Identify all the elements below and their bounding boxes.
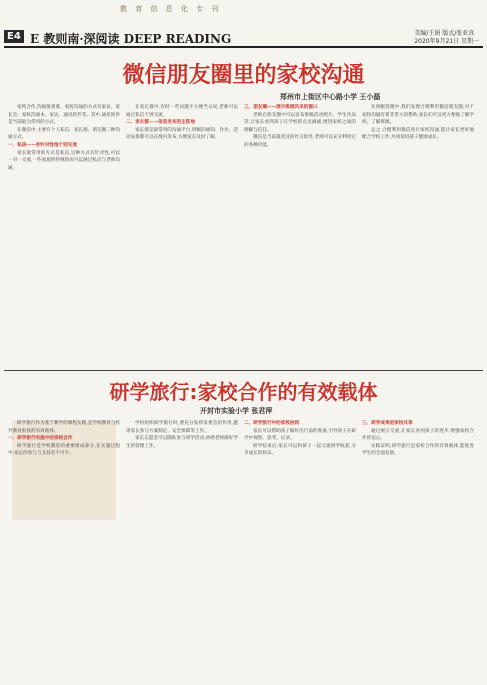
article1-byline: 郑州市上街区中心路小学 王小磊 [280,93,381,101]
article1-paragraph: 在班级管理中,我们发现合理利用微信朋友圈,对于家校沟通有着非常大的帮助,家长们可以更方便地了解学校、了解班级。 [362,105,474,126]
article1-headline: 微信朋友圈里的家校沟通 [122,63,365,88]
article1-paragraph: 家长群是最常用的沟通平台,班级的通知、作业、活动安排都可以在群内发布,方便家长及时了解。 [126,127,238,141]
masthead [0,0,487,46]
article1-paragraph: 家校合作,沟通很重要。家校沟通的方式有家访、家长会、家校沟通本、家访、通讯软件等。其中,通讯软件是当前最为常用的方式。 [8,105,120,126]
article2-paragraph: 家长可以帮助孩子做好出行前的准备,引导孩子在研学中观察、思考、记录。 [244,428,356,442]
article2-paragraph: 研学旅行作为基于教学的课程实践,是学校教育与校外教育衔接的有效载体。 [8,421,120,434]
article1-paragraph: 二、家长群——信息发布的主阵地 [126,120,195,126]
article2-paragraph: 研学结束后,家长可以和孩子一起交流研学收获,分享成长的快乐。 [244,443,356,457]
section-title: E 教则南·深阅读 DEEP READING [30,32,232,46]
article2-column [362,420,474,678]
article1-column [8,104,120,364]
issue-date: 2020年9月21日 星期一 [414,38,479,45]
article1-paragraph: 老师在朋友圈中可以发布班级活动照片、学生作品等,让家长看到孩子在学校的点点滴滴,增进家校之间的理解与信任。 [244,112,356,133]
article2-column [244,420,356,678]
article1-column [126,104,238,364]
article2-paragraph: 学校组织研学旅行时,要充分发挥家委会的作用,邀请家长参与方案制定、安全保障等工作。 [126,421,238,434]
article2-headline: 研学旅行:家校合作的有效载体 [109,380,378,404]
article1-paragraph: 总之,合理利用微信进行家校沟通,能让家长更好地配合学校工作,共同促进孩子健康成长。 [362,127,474,141]
article1-paragraph: 一、私信——有针对性地个别交流 [8,142,77,148]
editor-credit: 美编/王娟 版式/张亚真 [414,30,475,37]
masthead-rule [4,46,483,48]
masthead-meta [414,30,479,46]
article2-paragraph: 三、研学成果的家校共享 [362,421,413,426]
article1-paragraph: 三、朋友圈——展示班级风采的窗口 [244,105,318,110]
article2-paragraph: 二、研学旅行中的家校协同 [244,421,300,426]
article2-column [8,420,120,678]
article1-paragraph: 在家长群中,有时一些问题不方便当众说,老师可以通过私信个别交流。 [126,105,238,118]
article1-paragraph: 家长最常用的方式是私信,这种方式有针对性,可以一对一交流,一些家庭的特殊情况可以通过私信与老师沟通。 [8,150,120,171]
article2-paragraph: 一、研学旅行实施中的家校合作 [8,436,73,442]
article1-paragraph: 在微信中,主要有个人私信、家长群、朋友圈三种沟通方式。 [8,127,120,141]
article-divider [4,370,483,371]
page-badge: E4 [4,30,24,43]
article1-paragraph: 微信是当前最普及的社交软件,老师可以充分利用它的各种功能。 [244,135,356,148]
article1-column [362,104,474,364]
article2-paragraph: 家长志愿者可以随队参与研学活动,协助老师做好学生的管理工作。 [126,436,238,449]
article1-column [244,104,356,364]
article2-column [126,420,238,678]
article2-byline: 开封市实验小学 张君萍 [200,407,273,415]
article2-paragraph: 实践证明,研学旅行是家校合作的有效载体,能促进学生的全面发展。 [362,443,474,457]
article2-paragraph: 通过展示交流,让家长看到孩子的进步,增强家校合作的信心。 [362,428,474,442]
masthead-deco: 教 育 信 息 化 专 刊 [120,5,222,13]
article2-paragraph: 研学旅行是学校教育的重要组成部分,在实施过程中,家长的参与与支持必不可少。 [8,443,120,457]
